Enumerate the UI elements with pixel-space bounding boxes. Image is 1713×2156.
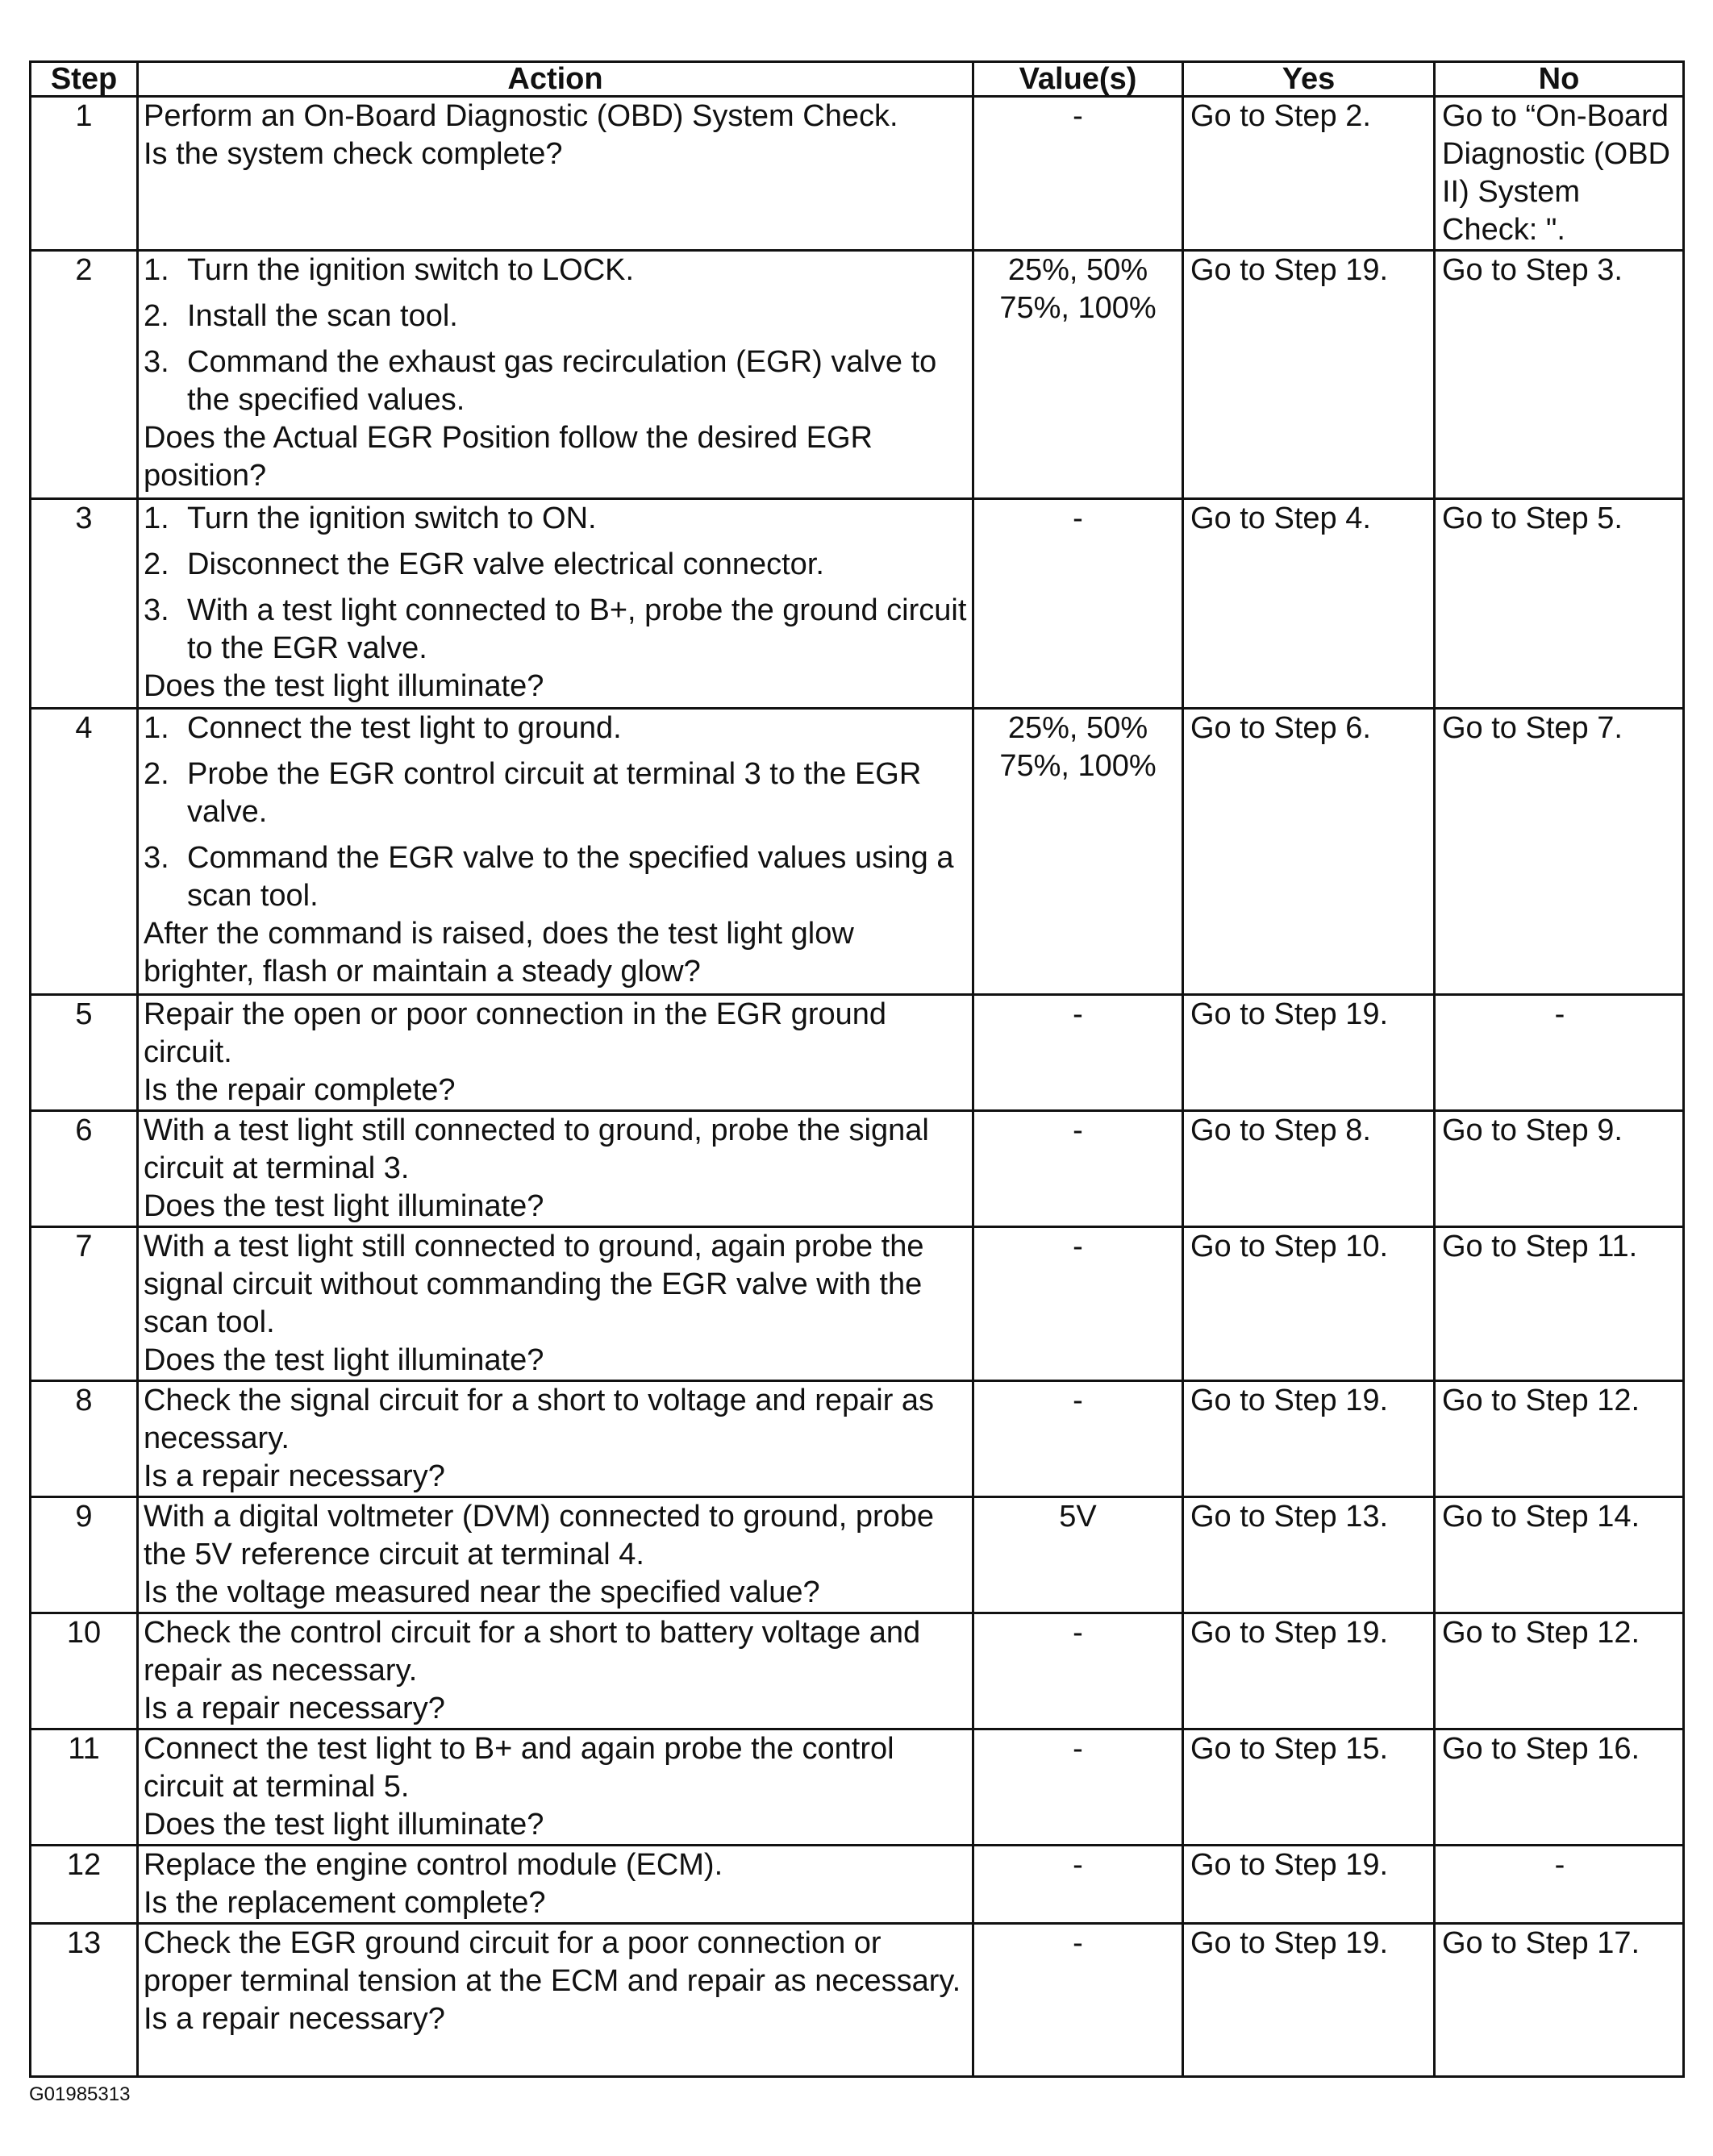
action-cell [138, 709, 973, 995]
value-cell [973, 1381, 1183, 1497]
action-text: Check the EGR ground circuit for a poor connection or proper terminal tension at the ECM and repair as necessary. [144, 1926, 961, 1998]
action-cell [138, 1227, 973, 1381]
action-question: After the command is raised, does the test light glow brighter, flash or maintain a steady glow? [144, 917, 854, 989]
action-text: With a digital voltmeter (DVM) connected to ground, probe the 5V reference circuit at terminal 4. [144, 1500, 935, 1571]
yes-cell: Go to Step 19. [1183, 995, 1435, 1111]
item-number: 2. [144, 757, 169, 791]
item-number: 3. [144, 593, 169, 627]
action-question: Does the test light illuminate? [144, 669, 544, 703]
yes-cell: Go to Step 10. [1183, 1227, 1435, 1381]
header-yes: Yes [1183, 62, 1435, 97]
item-text: Command the EGR valve to the specified values using a scan tool. [187, 841, 954, 913]
table-row [31, 1924, 1684, 2077]
no-cell: Go to Step 12. [1435, 1613, 1684, 1729]
value-cell [973, 97, 1183, 251]
step-number: 1 [31, 97, 138, 251]
item-text: With a test light connected to B+, probe the ground circuit to the EGR valve. [187, 593, 967, 665]
header-values: Value(s) [973, 62, 1183, 97]
value-cell [973, 1729, 1183, 1846]
value-text: - [1073, 1616, 1083, 1650]
step-number: 13 [31, 1924, 138, 2077]
yes-cell: Go to Step 2. [1183, 97, 1435, 251]
no-cell: Go to Step 9. [1435, 1111, 1684, 1227]
value-text: - [1073, 997, 1083, 1031]
item-text: Command the exhaust gas recirculation (EGR) valve to the specified values. [187, 345, 937, 417]
item-number: 1. [144, 502, 169, 535]
action-cell [138, 995, 973, 1111]
table-row [31, 1111, 1684, 1227]
value-cell [973, 1111, 1183, 1227]
action-item [144, 755, 967, 831]
item-text: Probe the EGR control circuit at terminal 3 to the EGR valve. [187, 757, 922, 829]
item-text: Disconnect the EGR valve electrical connector. [187, 547, 824, 581]
value-text: - [1073, 1926, 1083, 1960]
action-cell [138, 1729, 973, 1846]
step-number: 5 [31, 995, 138, 1111]
header-row [31, 62, 1684, 97]
value-cell [973, 1613, 1183, 1729]
no-cell: Go to Step 3. [1435, 251, 1684, 499]
action-cell [138, 1846, 973, 1924]
action-cell [138, 1613, 973, 1729]
action-question: Is the repair complete? [144, 1073, 456, 1107]
value-cell [973, 1924, 1183, 2077]
step-number: 11 [31, 1729, 138, 1846]
yes-cell: Go to Step 19. [1183, 1613, 1435, 1729]
value-text: 5V [1059, 1500, 1097, 1534]
action-text: Perform an On-Board Diagnostic (OBD) System Check. [144, 99, 898, 133]
value-cell [973, 1846, 1183, 1924]
action-text: With a test light still connected to ground, again probe the signal circuit without commanding the EGR valve with the scan tool. [144, 1230, 924, 1339]
item-text: Install the scan tool. [187, 299, 458, 333]
value-text: 25%, 50% [1007, 253, 1148, 287]
no-cell: Go to Step 14. [1435, 1497, 1684, 1613]
table-row [31, 709, 1684, 995]
item-number: 3. [144, 345, 169, 379]
yes-cell: Go to Step 19. [1183, 1381, 1435, 1497]
action-cell [138, 499, 973, 709]
no-cell: Go to Step 12. [1435, 1381, 1684, 1497]
value-cell [973, 709, 1183, 995]
action-question: Does the Actual EGR Position follow the desired EGR position? [144, 421, 873, 493]
action-item [144, 252, 967, 289]
action-cell [138, 1111, 973, 1227]
table-row [31, 1729, 1684, 1846]
no-cell: Go to Step 16. [1435, 1729, 1684, 1846]
step-number: 9 [31, 1497, 138, 1613]
header-action: Action [138, 62, 973, 97]
action-question: Is the system check complete? [144, 137, 563, 171]
yes-cell: Go to Step 19. [1183, 251, 1435, 499]
value-text: - [1073, 1848, 1083, 1882]
item-number: 1. [144, 711, 169, 745]
no-cell: Go to “On-Board Diagnostic (OBD II) System Check: ". [1435, 97, 1684, 251]
action-item [144, 592, 967, 668]
value-text: - [1073, 1732, 1083, 1766]
action-text: With a test light still connected to ground, probe the signal circuit at terminal 3. [144, 1113, 929, 1185]
table-row [31, 251, 1684, 499]
item-number: 2. [144, 299, 169, 333]
header-no: No [1435, 62, 1684, 97]
action-item [144, 500, 967, 538]
action-question: Is a repair necessary? [144, 1459, 445, 1493]
action-text: Replace the engine control module (ECM). [144, 1848, 723, 1882]
value-text: - [1073, 502, 1083, 535]
action-cell [138, 97, 973, 251]
action-text: Connect the test light to B+ and again probe the control circuit at terminal 5. [144, 1732, 894, 1804]
value-cell [973, 1227, 1183, 1381]
value-cell [973, 995, 1183, 1111]
step-number: 3 [31, 499, 138, 709]
action-question: Is the voltage measured near the specified value? [144, 1575, 820, 1609]
yes-cell: Go to Step 8. [1183, 1111, 1435, 1227]
diagnostic-table-container [29, 60, 1682, 2078]
table-row [31, 499, 1684, 709]
no-cell: - [1435, 995, 1684, 1111]
yes-cell: Go to Step 6. [1183, 709, 1435, 995]
no-cell: - [1435, 1846, 1684, 1924]
action-question: Does the test light illuminate? [144, 1189, 544, 1223]
item-text: Turn the ignition switch to ON. [187, 502, 597, 535]
item-text: Turn the ignition switch to LOCK. [187, 253, 635, 287]
action-item [144, 343, 967, 419]
value-cell [973, 499, 1183, 709]
value-cell [973, 1497, 1183, 1613]
action-text: Check the control circuit for a short to battery voltage and repair as necessary. [144, 1616, 921, 1688]
value-text: - [1073, 1384, 1083, 1417]
action-question: Does the test light illuminate? [144, 1808, 544, 1842]
value-text: - [1073, 1113, 1083, 1147]
action-question: Is a repair necessary? [144, 2002, 445, 2036]
action-cell [138, 1924, 973, 2077]
action-text: Check the signal circuit for a short to voltage and repair as necessary. [144, 1384, 935, 1455]
step-number: 2 [31, 251, 138, 499]
yes-cell: Go to Step 19. [1183, 1846, 1435, 1924]
no-cell: Go to Step 5. [1435, 499, 1684, 709]
yes-cell: Go to Step 15. [1183, 1729, 1435, 1846]
step-number: 8 [31, 1381, 138, 1497]
action-cell [138, 1497, 973, 1613]
action-item [144, 839, 967, 915]
action-question: Does the test light illuminate? [144, 1343, 544, 1377]
no-cell: Go to Step 17. [1435, 1924, 1684, 2077]
value-text: - [1073, 1230, 1083, 1263]
item-number: 3. [144, 841, 169, 875]
value-text: 25%, 50% [1007, 711, 1148, 745]
yes-cell: Go to Step 19. [1183, 1924, 1435, 2077]
table-row [31, 995, 1684, 1111]
yes-cell: Go to Step 13. [1183, 1497, 1435, 1613]
table-row [31, 1497, 1684, 1613]
value-text: 75%, 100% [999, 291, 1157, 325]
step-number: 12 [31, 1846, 138, 1924]
table-row [31, 1227, 1684, 1381]
action-question: Is the replacement complete? [144, 1886, 546, 1920]
yes-cell: Go to Step 4. [1183, 499, 1435, 709]
action-cell [138, 251, 973, 499]
action-item [144, 298, 967, 335]
table-row [31, 1381, 1684, 1497]
action-text: Repair the open or poor connection in the EGR ground circuit. [144, 997, 887, 1069]
action-cell [138, 1381, 973, 1497]
header-step: Step [31, 62, 138, 97]
action-question: Is a repair necessary? [144, 1692, 445, 1725]
value-text: - [1073, 99, 1083, 133]
table-row [31, 97, 1684, 251]
item-number: 2. [144, 547, 169, 581]
step-number: 6 [31, 1111, 138, 1227]
no-cell: Go to Step 7. [1435, 709, 1684, 995]
action-item [144, 546, 967, 584]
value-cell [973, 251, 1183, 499]
figure-id: G01985313 [29, 2083, 131, 2105]
action-item [144, 710, 967, 747]
step-number: 10 [31, 1613, 138, 1729]
step-number: 7 [31, 1227, 138, 1381]
table-row [31, 1846, 1684, 1924]
step-number: 4 [31, 709, 138, 995]
item-text: Connect the test light to ground. [187, 711, 622, 745]
no-cell: Go to Step 11. [1435, 1227, 1684, 1381]
diagnostic-table [29, 60, 1685, 2078]
item-number: 1. [144, 253, 169, 287]
value-text: 75%, 100% [999, 749, 1157, 783]
table-row [31, 1613, 1684, 1729]
